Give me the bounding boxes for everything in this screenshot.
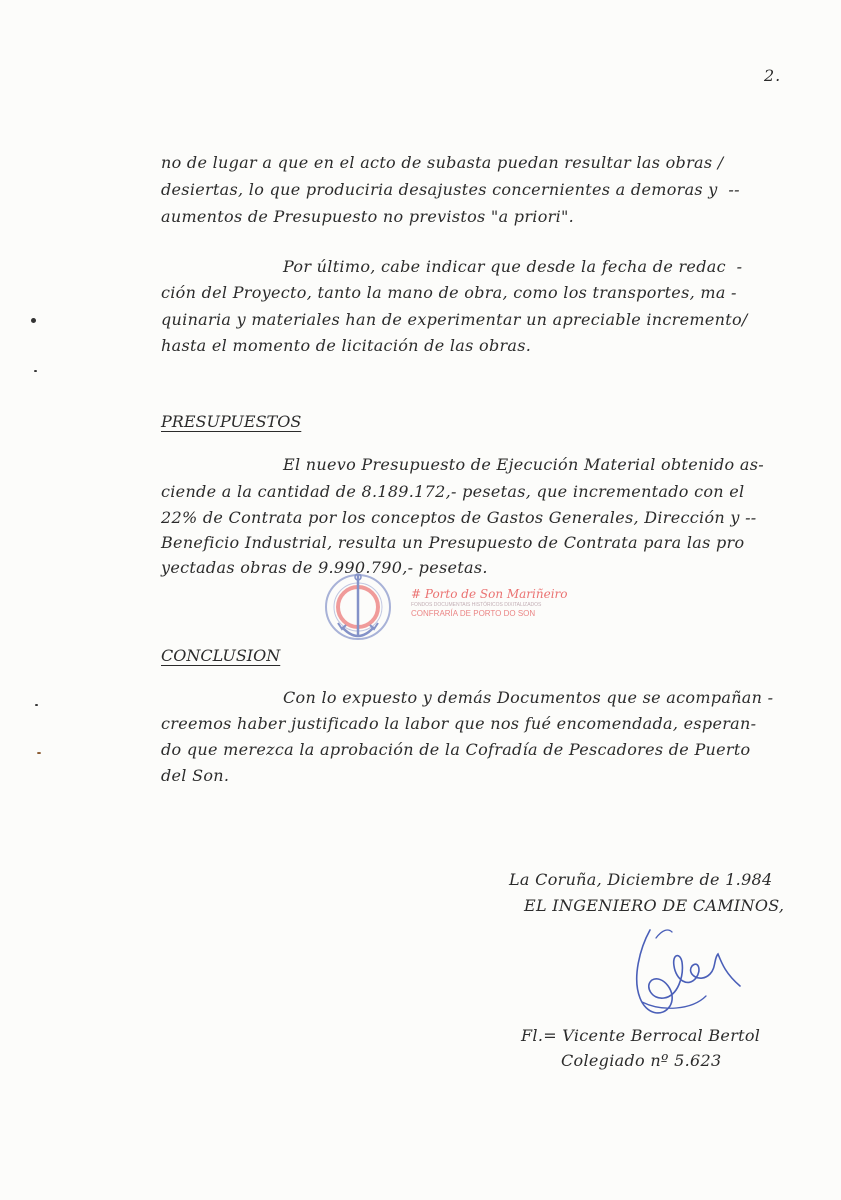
scan-speck: [35, 704, 38, 706]
watermark-brand: # Porto de Son Mariñeiro: [411, 587, 568, 601]
text-line: do que merezca la aprobación de la Cofradía de Pescadores de Puerto: [161, 740, 751, 759]
text-line: del Son.: [161, 766, 230, 785]
scan-speck: [34, 370, 37, 372]
text-line: El nuevo Presupuesto de Ejecución Material obtenido as-: [283, 455, 764, 474]
scan-speck: [37, 752, 41, 754]
section-heading-conclusion: CONCLUSION: [161, 646, 281, 665]
text-line: Con lo expuesto y demás Documentos que se acompañan -: [283, 688, 774, 707]
page-number: 2.: [764, 66, 782, 85]
text-line: yectadas obras de 9.990.790,- pesetas.: [161, 558, 488, 577]
text-line: Beneficio Industrial, resulta un Presupuesto de Contrata para las pro: [161, 533, 745, 552]
text-line: hasta el momento de licitación de las obras.: [161, 336, 532, 355]
anchor-seal-icon: [320, 567, 400, 649]
scan-speck: [31, 318, 36, 323]
signatory-name: Fl.= Vicente Berrocal Bertol: [521, 1026, 761, 1045]
text-line: ción del Proyecto, tanto la mano de obra, como los transportes, ma -: [161, 283, 737, 302]
handwritten-signature: [622, 918, 752, 1028]
text-line: ciende a la cantidad de 8.189.172,- pesetas, que incrementado con el: [161, 482, 745, 501]
text-line: creemos haber justificado la labor que nos fué encomendada, esperan-: [161, 714, 757, 733]
text-line: quinaria y materiales han de experimentar un apreciable incremento/: [161, 310, 748, 329]
text-line: desiertas, lo que produciria desajustes concernientes a demoras y --: [161, 180, 740, 199]
place-date: La Coruña, Diciembre de 1.984: [509, 870, 773, 889]
text-line: aumentos de Presupuesto no previstos "a priori".: [161, 207, 575, 226]
watermark-org: CONFRARÍA DE PORTO DO SON: [411, 609, 536, 618]
watermark-stamp: [318, 567, 568, 649]
text-line: 22% de Contrata por los conceptos de Gastos Generales, Dirección y --: [161, 508, 757, 527]
registration-number: Colegiado nº 5.623: [561, 1051, 722, 1070]
text-line: Por último, cabe indicar que desde la fecha de redac -: [283, 257, 743, 276]
section-heading-presupuestos: PRESUPUESTOS: [161, 412, 302, 431]
text-line: no de lugar a que en el acto de subasta puedan resultar las obras /: [161, 153, 724, 172]
watermark-subtitle: FONDOS DOCUMENTAIS HISTÓRICOS DIXITALIZADOS: [411, 602, 542, 608]
signatory-title: EL INGENIERO DE CAMINOS,: [524, 896, 785, 915]
